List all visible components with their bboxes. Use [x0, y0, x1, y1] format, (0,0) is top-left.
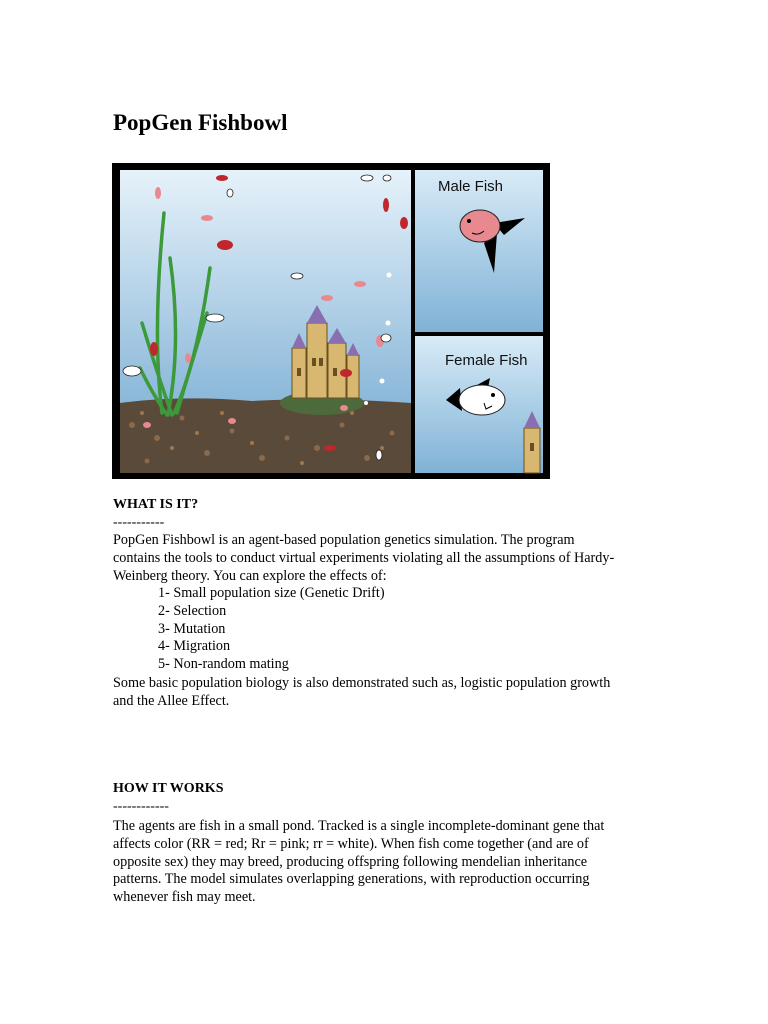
- list-item: 3- Mutation: [158, 620, 226, 637]
- text-line: whenever fish may meet.: [113, 889, 256, 906]
- text-line: affects color (RR = red; Rr = pink; rr = white). When fish come together (and are of: [113, 835, 589, 852]
- effects-list: [158, 585, 385, 674]
- female-fish-label: Female Fish: [445, 352, 528, 369]
- text-line: Weinberg theory. You can explore the effects of:: [113, 567, 387, 584]
- how-it-works-rule: ------------: [113, 799, 169, 814]
- text-line: The agents are fish in a small pond. Tracked is a single incomplete-dominant gene that: [113, 818, 605, 834]
- male-fish-label: Male Fish: [438, 178, 504, 195]
- list-item: 1- Small population size (Genetic Drift): [158, 585, 385, 601]
- what-is-it-heading: WHAT IS IT?: [113, 497, 199, 512]
- text-line: contains the tools to conduct virtual experiments violating all the assumptions of Hardy-: [113, 549, 615, 566]
- how-it-works-heading: HOW IT WORKS: [113, 781, 224, 796]
- text-line: PopGen Fishbowl is an agent-based population genetics simulation. The program: [113, 532, 575, 548]
- page-title: PopGen Fishbowl: [113, 110, 288, 135]
- list-item: 4- Migration: [158, 638, 231, 655]
- text-line: and the Allee Effect.: [113, 692, 230, 709]
- fishbowl-figure: [112, 163, 550, 479]
- what-is-it-intro: [113, 532, 653, 585]
- text-line: Some basic population biology is also demonstrated such as, logistic population growth: [113, 675, 611, 691]
- what-is-it-outro: [113, 675, 653, 711]
- list-item: 2- Selection: [158, 602, 227, 619]
- how-it-works-body: [113, 818, 653, 907]
- text-line: patterns. The model simulates overlapping generations, with reproduction occurring: [113, 871, 590, 888]
- what-is-it-rule: -----------: [113, 515, 165, 530]
- list-item: 5- Non-random mating: [158, 656, 289, 673]
- text-line: opposite sex) they may breed, producing offspring following mendelian inheritance: [113, 853, 588, 870]
